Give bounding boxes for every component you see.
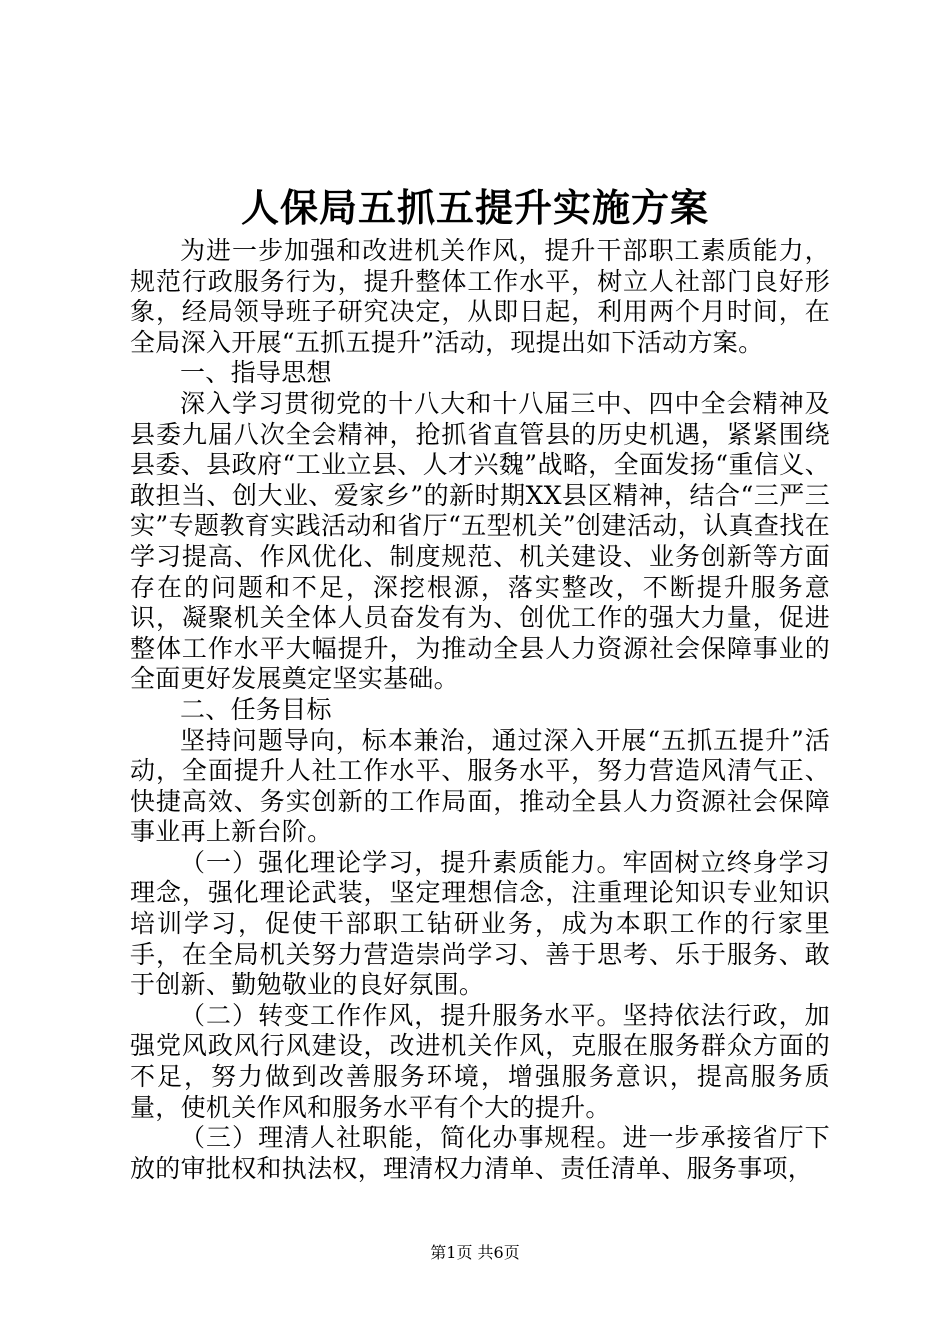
task-item-1: （一）强化理论学习，提升素质能力。牢固树立终身学习理念，强化理论武装，坚定理想信念，注重理论知识专业知识培训学习，促使干部职工钻研业务，成为本职工作的行家里手，在全局机关努力营造崇尚学习、善于思考、乐于服务、敢于创新、勤勉敬业的良好氛围。 [130, 847, 830, 1000]
task-item-3: （三）理清人社职能，简化办事规程。进一步承接省厅下放的审批权和执法权，理清权力清单、责任清单、服务事项， [130, 1123, 830, 1183]
task-item-2: （二）转变工作作风，提升服务水平。坚持依法行政，加强党风政风行风建设，改进机关作风，克服在服务群众方面的不足，努力做到改善服务环境，增强服务意识，提高服务质量，使机关作风和服务水平有个大的提升。 [130, 1000, 830, 1122]
document-body [130, 236, 830, 1184]
intro-paragraph: 为进一步加强和改进机关作风，提升干部职工素质能力，规范行政服务行为，提升整体工作水平，树立人社部门良好形象，经局领导班子研究决定，从即日起，利用两个月时间，在全局深入开展“五抓五提升”活动，现提出如下活动方案。 [130, 236, 830, 357]
document-title: 人保局五抓五提升实施方案 [240, 185, 709, 230]
section-body-task-goals: 坚持问题导向，标本兼治，通过深入开展“五抓五提升”活动，全面提升人社工作水平、服务水平，努力营造风清气正、快捷高效、务实创新的工作局面，推动全县人力资源社会保障事业再上新台阶。 [130, 725, 830, 847]
page-number-footer: 第1页 共6页 [430, 1243, 520, 1262]
section-heading-guiding-thought: 一、指导思想 [180, 358, 332, 388]
section-body-guiding-thought: 深入学习贯彻党的十八大和十八届三中、四中全会精神及县委九届八次全会精神，抢抓省直管县的历史机遇，紧紧围绕县委、县政府“工业立县、人才兴魏”战略，全面发扬“重信义、敢担当、创大业、爱家乡”的新时期XX县区精神，结合“三严三实”专题教育实践活动和省厅“五型机关”创建活动，认真查找在学习提高、作风优化、制度规范、机关建设、业务创新等方面存在的问题和不足，深挖根源，落实整改，不断提升服务意识，凝聚机关全体人员奋发有为、创优工作的强大力量，促进整体工作水平大幅提升，为推动全县人力资源社会保障事业的全面更好发展奠定坚实基础。 [130, 388, 830, 694]
section-heading-task-goals: 二、任务目标 [180, 694, 332, 724]
